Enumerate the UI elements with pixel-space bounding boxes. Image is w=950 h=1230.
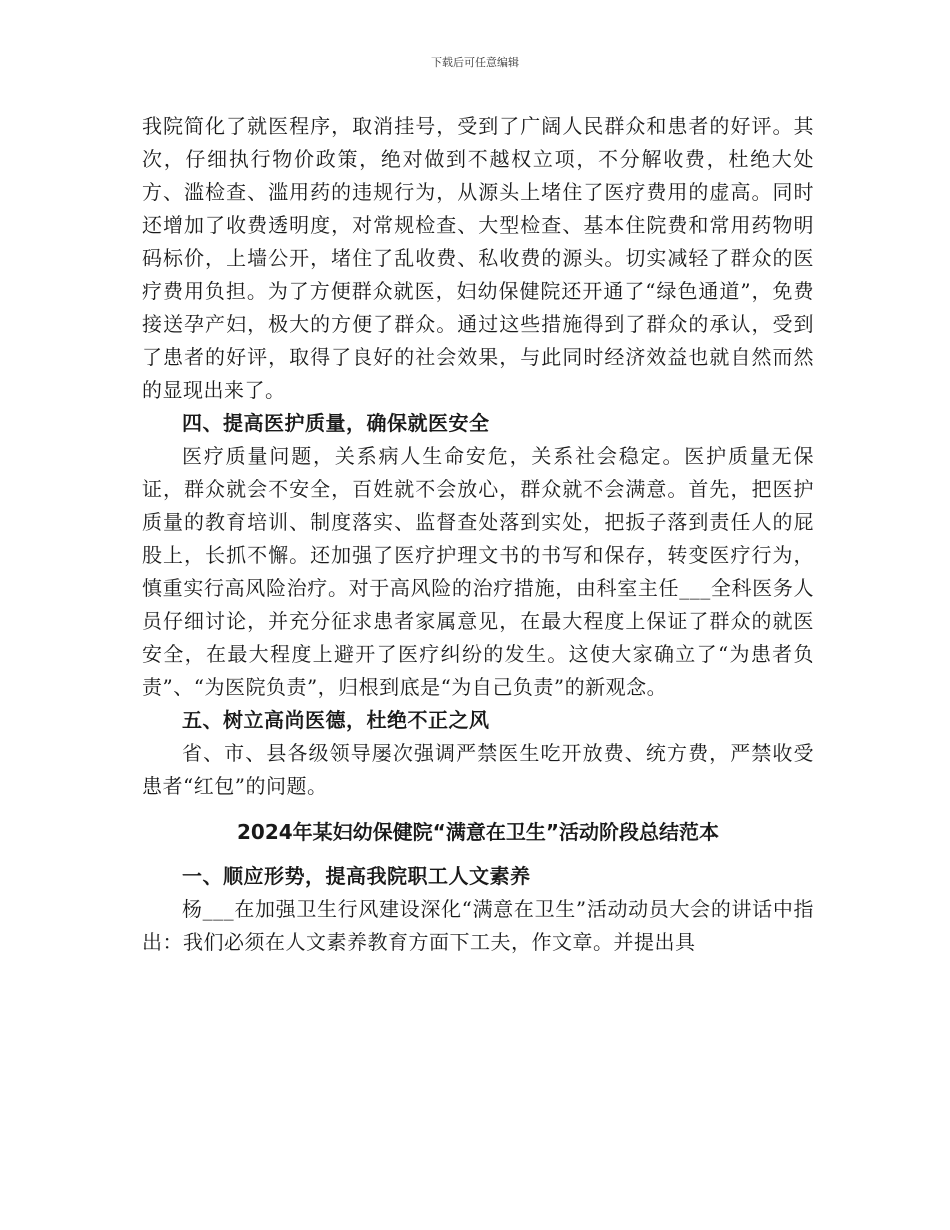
document-title: 2024年某妇幼保健院“满意在卫生”活动阶段总结范本: [237, 820, 719, 844]
section-heading-5: 五、树立高尚医德，杜绝不正之风: [182, 708, 490, 732]
section-heading-4: 四、提高医护质量，确保就医安全: [182, 411, 490, 435]
paragraph-medical-quality: 医疗质量问题，关系病人生命安危，关系社会稳定。医护质量无保证，群众就会不安全，百姓就不会放心，群众就不会满意。首先，把医护质量的教育培训、制度落实、监督查处落到实处，把扳子落到责任人的屁股上，长抓不懈。还加强了医疗护理文书的书写和保存，转变医疗行为，慎重实行高风险治疗。对于高风险的治疗措施，由科室主任___全科医务人员仔细讨论，并充分征求患者家属意见，在最大程度上保证了群众的就医安全，在最大程度上避开了医疗纠纷的发生。这使大家确立了“为患者负责”、“为医院负责”，归根到底是“为自己负责”的新观念。: [142, 444, 814, 699]
paragraph-humanities: 杨___在加强卫生行风建设深化“满意在卫生”活动动员大会的讲话中指出：我们必须在人文素养教育方面下工夫，作文章。并提出具: [142, 897, 814, 954]
document-body: [142, 110, 814, 959]
section-heading-1: 一、顺应形势，提高我院职工人文素养: [182, 864, 531, 888]
header-note: 下载后可任意编辑: [431, 56, 519, 69]
paragraph-continued: 我院简化了就医程序，取消挂号，受到了广阔人民群众和患者的好评。其次，仔细执行物价政策，绝对做到不越权立项，不分解收费，杜绝大处方、滥检查、滥用药的违规行为，从源头上堵住了医疗费用的虚高。同时还增加了收费透明度，对常规检查、大型检查、基本住院费和常用药物明码标价，上墙公开，堵住了乱收费、私收费的源头。切实减轻了群众的医疗费用负担。为了方便群众就医，妇幼保健院还开通了“绿色通道”，免费接送孕产妇，极大的方便了群众。通过这些措施得到了群众的承认，受到了患者的好评，取得了良好的社会效果，与此同时经济效益也就自然而然的显现出来了。: [142, 114, 814, 402]
paragraph-ethics: 省、市、县各级领导屡次强调严禁医生吃开放费、统方费，严禁收受患者“红包”的问题。: [142, 741, 814, 798]
